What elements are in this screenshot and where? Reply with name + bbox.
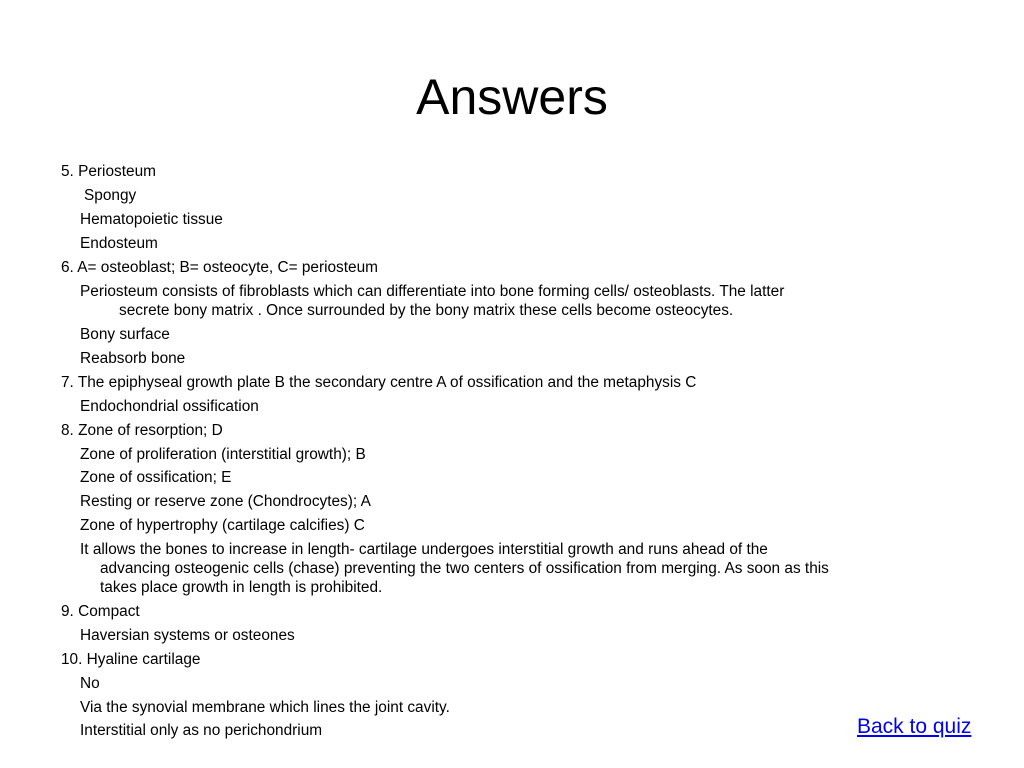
answer-line: Zone of ossification; E (80, 469, 232, 486)
answer-line: Reabsorb bone (80, 350, 186, 367)
answer-line: Endosteum (80, 235, 158, 252)
answer-line: Periosteum consists of fibroblasts which can differentiate into bone forming cells/ osteoblasts. The latter (80, 283, 785, 300)
answer-line: Zone of proliferation (interstitial growth); B (80, 446, 366, 463)
answer-line: Bony surface (80, 326, 170, 343)
answer-line: Resting or reserve zone (Chondrocytes); A (80, 493, 371, 510)
answer-line: 10. Hyaline cartilage (61, 651, 201, 668)
answer-line: Via the synovial membrane which lines the joint cavity. (80, 699, 450, 716)
answer-line: 9. Compact (61, 603, 140, 620)
answer-line: Interstitial only as no perichondrium (80, 722, 323, 739)
answer-line: Spongy (84, 187, 137, 204)
answer-line: 7. The epiphyseal growth plate B the secondary centre A of ossification and the metaphysis C (61, 374, 697, 391)
answer-line: Haversian systems or osteones (80, 627, 295, 644)
answer-line: advancing osteogenic cells (chase) preventing the two centers of ossification from merging. As soon as this (100, 560, 829, 577)
answer-line: It allows the bones to increase in length- cartilage undergoes interstitial growth and runs ahead of the (80, 541, 768, 558)
answer-line: Endochondrial ossification (80, 398, 259, 415)
answer-line: No (80, 675, 100, 692)
answer-line: Hematopoietic tissue (80, 211, 223, 228)
answer-line: 5. Periosteum (61, 163, 156, 180)
back-to-quiz-link[interactable]: Back to quiz (857, 715, 972, 738)
slide-title: Answers (416, 69, 608, 125)
answer-line: 6. A= osteoblast; B= osteocyte, C= periosteum (61, 259, 378, 276)
answer-line: secrete bony matrix . Once surrounded by the bony matrix these cells become osteocytes. (119, 302, 734, 319)
answer-line: 8. Zone of resorption; D (61, 422, 223, 439)
answer-line: Zone of hypertrophy (cartilage calcifies) C (80, 517, 365, 534)
answer-line: takes place growth in length is prohibited. (100, 579, 383, 596)
